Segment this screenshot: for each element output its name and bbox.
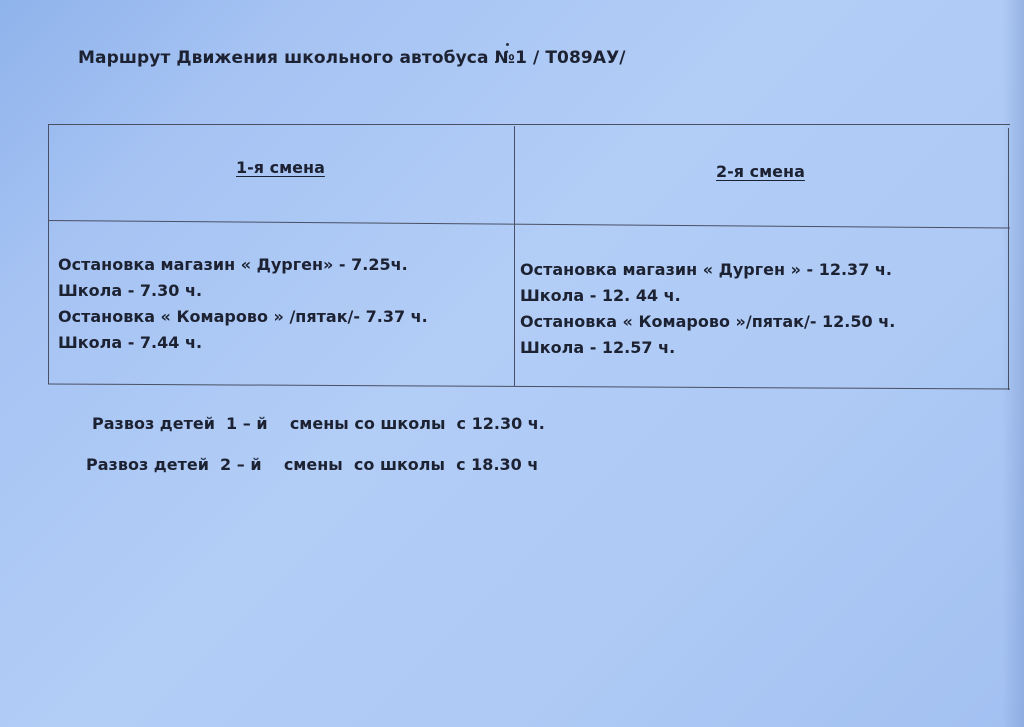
stop-row: Школа - 7.30 ч. <box>58 281 203 300</box>
stop-row: Остановка магазин « Дурген» - 7.25ч. <box>58 255 408 274</box>
shift-1-stops <box>58 252 428 356</box>
stop-row: Школа - 12. 44 ч. <box>520 286 681 305</box>
table-header-divider <box>48 220 1010 229</box>
header-shift-1: 1-я смена <box>236 158 325 177</box>
note-shift-2: Развоз детей 2 – й смены со школы с 18.30 ч <box>86 455 539 474</box>
stop-row: Школа - 7.44 ч. <box>58 333 203 352</box>
table-column-divider <box>514 126 515 386</box>
table-border-top <box>48 124 1010 125</box>
stop-row: Остановка магазин « Дурген » - 12.37 ч. <box>520 260 892 279</box>
stop-row: Школа - 12.57 ч. <box>520 338 676 357</box>
stop-row: Остановка « Комарово »/пятак/- 12.50 ч. <box>520 312 896 331</box>
ink-dot <box>506 43 509 46</box>
header-shift-2: 2-я смена <box>716 162 805 181</box>
stop-row: Остановка « Комарово » /пятак/- 7.37 ч. <box>58 307 428 326</box>
shift-2-stops <box>520 257 895 361</box>
table-border-right <box>1008 128 1009 390</box>
table-border-bottom <box>48 383 1010 389</box>
note-shift-1: Развоз детей 1 – й смены со школы с 12.30 ч. <box>92 414 545 433</box>
document-title: Маршрут Движения школьного автобуса №1 / Т089АУ/ <box>78 48 626 68</box>
schedule-table <box>48 124 1010 388</box>
table-border-left <box>48 124 49 384</box>
